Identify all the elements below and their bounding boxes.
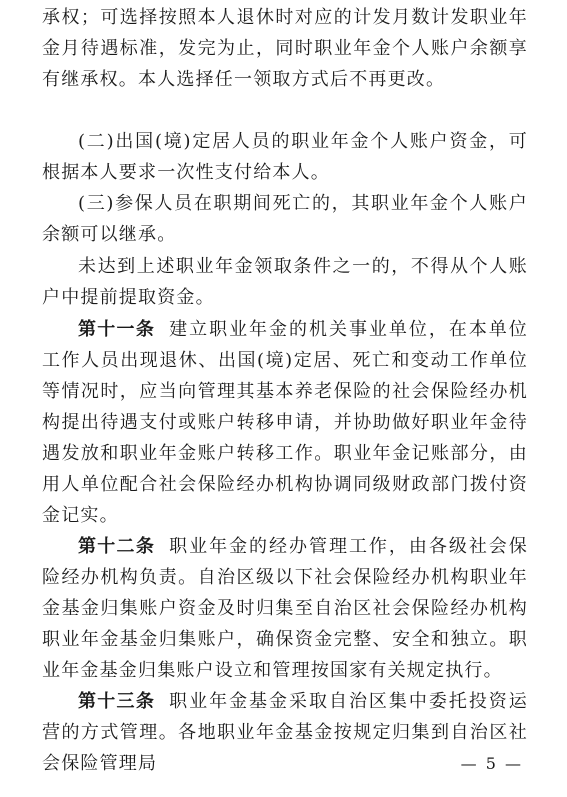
article-heading: 第十一条 bbox=[78, 319, 156, 340]
page-number: — 5 — bbox=[460, 754, 523, 773]
paragraph-article-12 bbox=[42, 531, 528, 686]
article-heading: 第十三条 bbox=[78, 691, 156, 712]
paragraph-condition bbox=[42, 251, 528, 313]
paragraph-article-13 bbox=[42, 686, 528, 779]
paragraph-continuation bbox=[42, 2, 528, 95]
paragraph-text: 职业年金的经办管理工作，由各级社会保险经办机构负责。自治区级以下社会保险经办机构职业年金基金归集账户资金及时归集至自治区社会保险经办机构职业年金基金归集账户，确保资金完整、安全和独立。职业年金基金归集账户设立和管理按国家有关规定执行。 bbox=[42, 536, 528, 681]
paragraph-item-2 bbox=[42, 126, 528, 188]
paragraph-text: 未达到上述职业年金领取条件之一的，不得从个人账户中提前提取资金。 bbox=[42, 256, 528, 308]
article-heading: 第十二条 bbox=[78, 536, 156, 557]
paragraph-text: (三)参保人员在职期间死亡的，其职业年金个人账户余额可以继承。 bbox=[42, 193, 528, 245]
paragraph-text: 建立职业年金的机关事业单位，在本单位工作人员出现退休、出国(境)定居、死亡和变动工作单位等情况时，应当向管理其基本养老保险的社会保险经办机构提出待遇支付或账户转移申请，并协助做好职业年金待遇发放和职业年金账户转移工作。职业年金记账部分，由用人单位配合社会保险经办机构协调同级财政部门拨付资金记实。 bbox=[42, 319, 528, 526]
paragraph-item-3 bbox=[42, 188, 528, 250]
paragraph-text: 承权；可选择按照本人退休时对应的计发月数计发职业年金月待遇标准，发完为止，同时职业年金个人账户余额享有继承权。本人选择任一领取方式后不再更改。 bbox=[42, 7, 528, 90]
paragraph-text: 职业年金基金采取自治区集中委托投资运营的方式管理。各地职业年金基金按规定归集到自治区社会保险管理局 bbox=[42, 691, 528, 774]
paragraph-article-11 bbox=[42, 314, 528, 531]
paragraph-text: (二)出国(境)定居人员的职业年金个人账户资金，可根据本人要求一次性支付给本人。 bbox=[42, 131, 528, 183]
